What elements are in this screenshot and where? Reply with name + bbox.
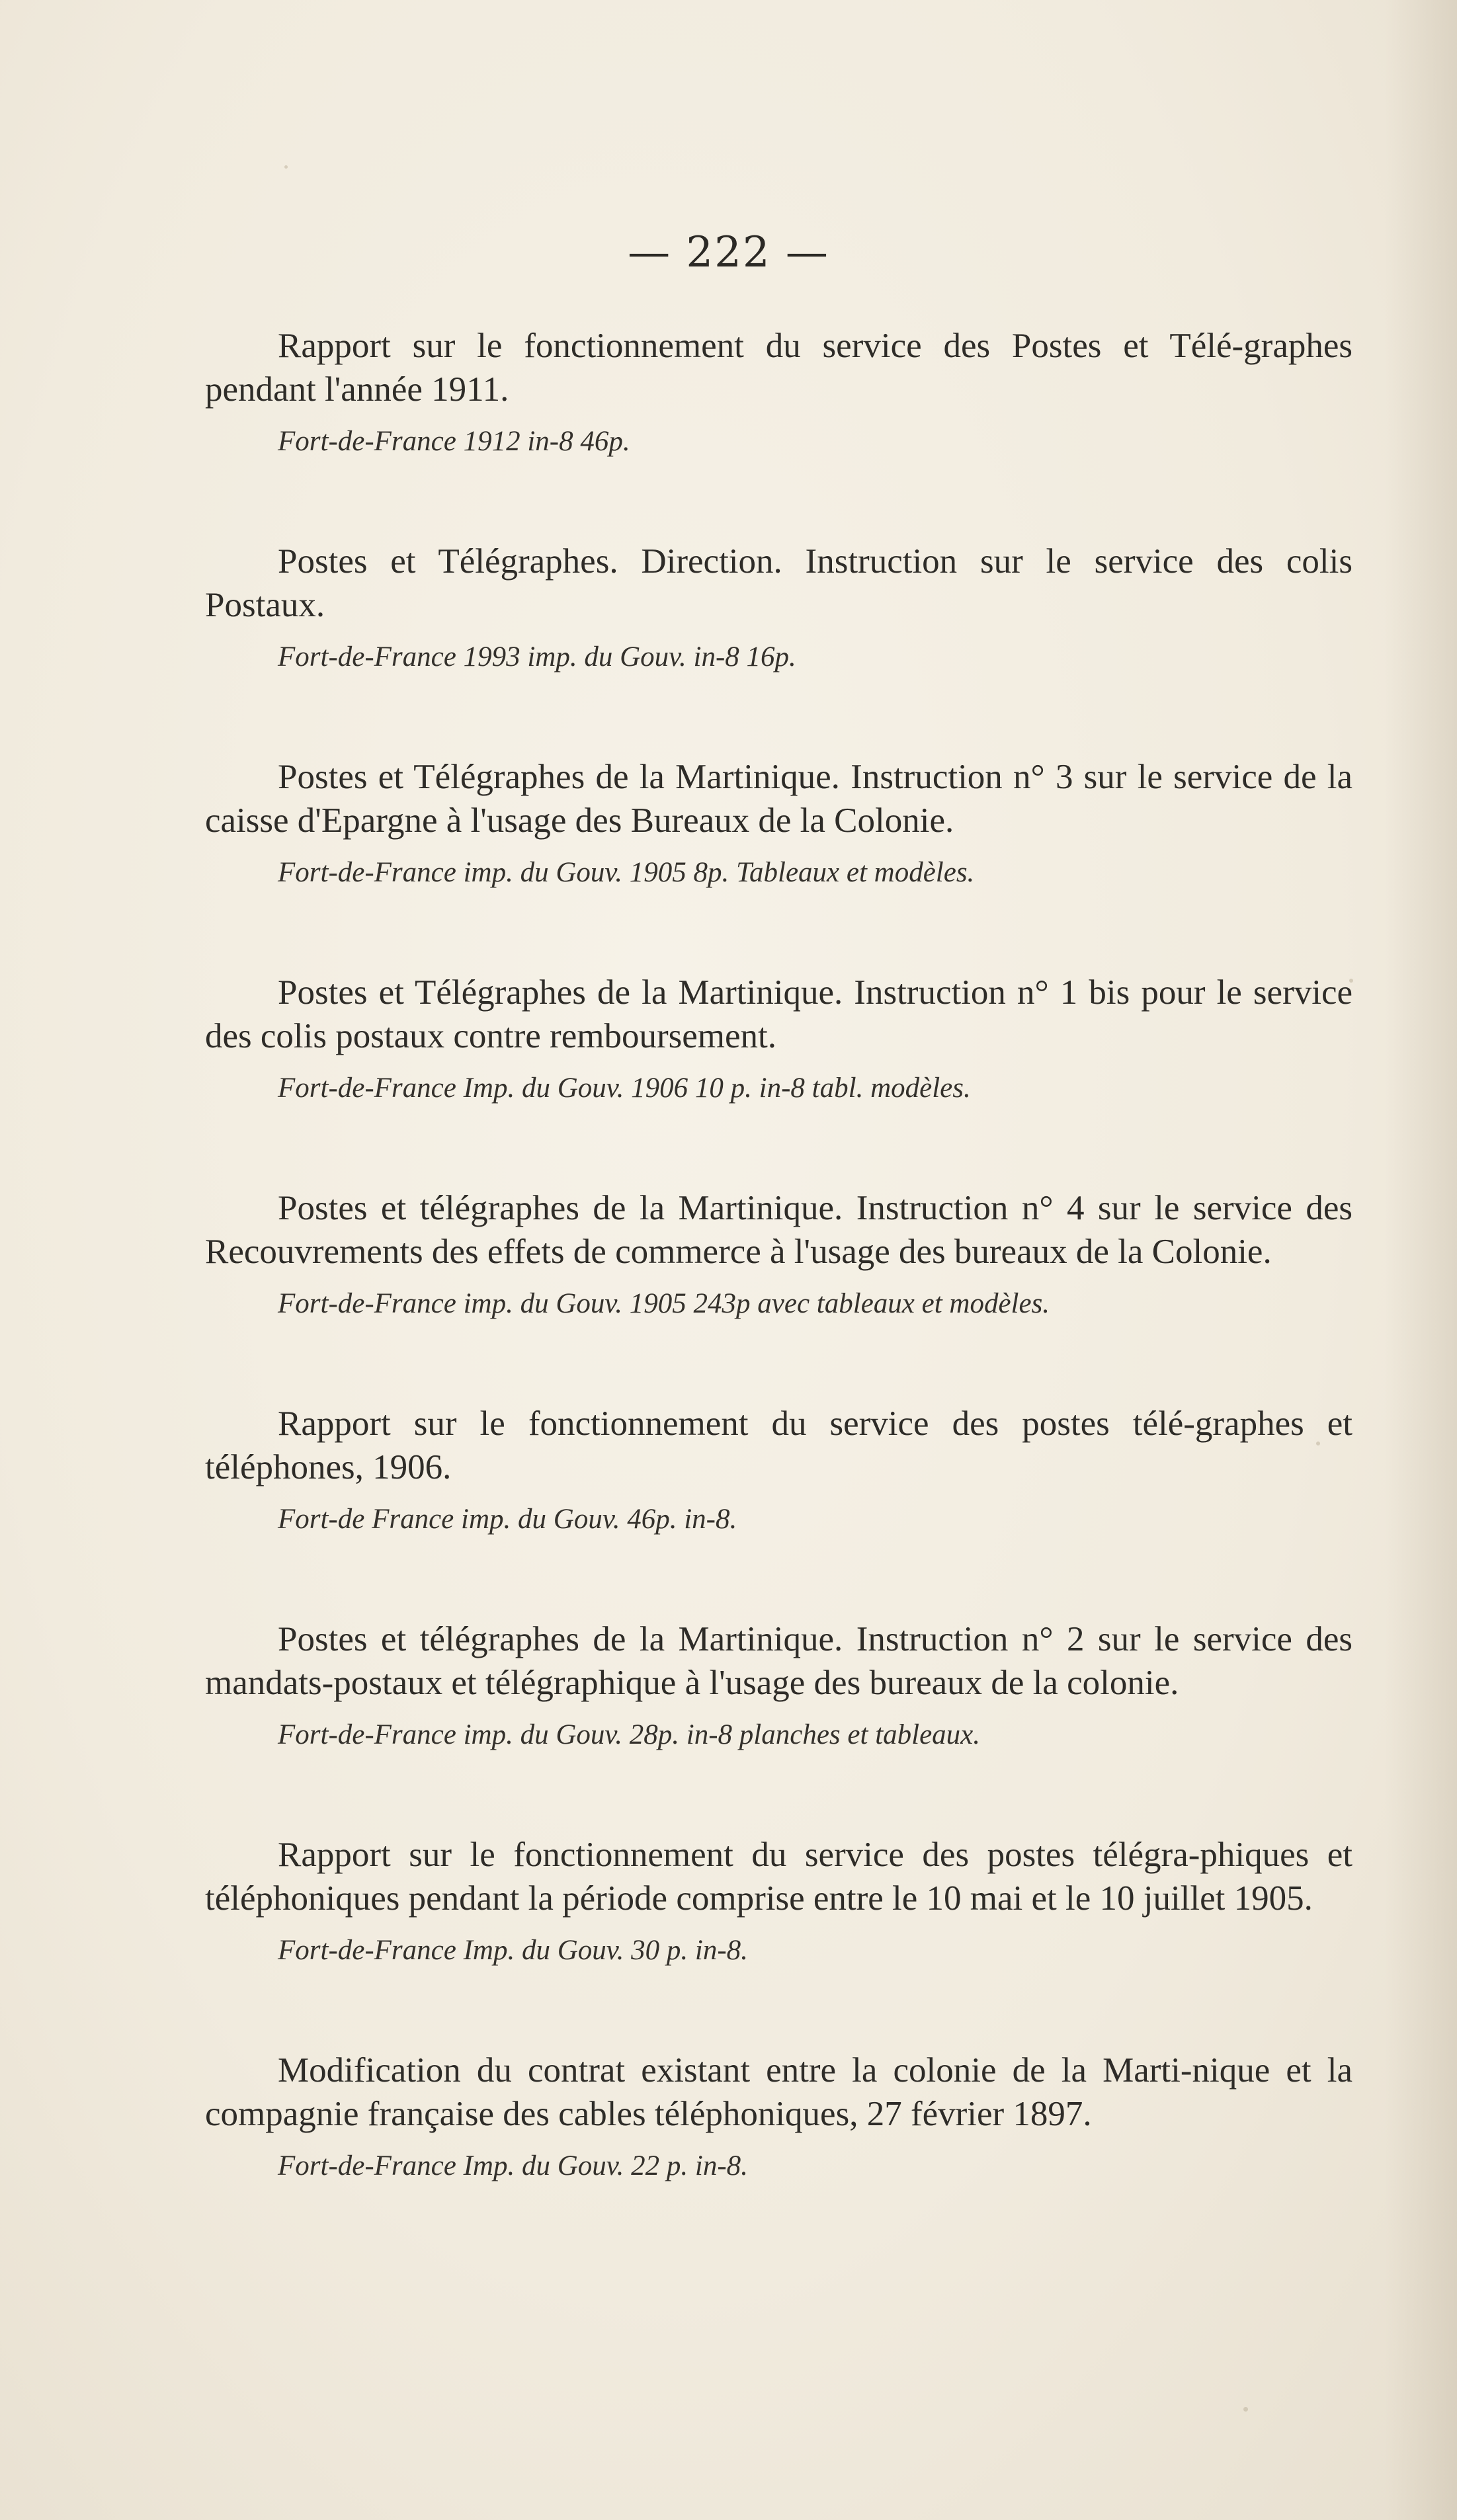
- entry-imprint: Fort-de-France imp. du Gouv. 1905 8p. Tableaux et modèles.: [278, 857, 975, 888]
- entry-title: Postes et Télégraphes de la Martinique. Instruction n° 1 bis pour le service des colis postaux contre remboursement.: [205, 973, 1353, 1055]
- entry-imprint: Fort-de France imp. du Gouv. 46p. in-8.: [278, 1504, 737, 1535]
- entry-imprint: Fort-de-France imp. du Gouv. 1905 243p avec tableaux et modèles.: [278, 1288, 1050, 1319]
- bibliography-entry: [205, 324, 1353, 460]
- entry-imprint: Fort-de-France 1912 in-8 46p.: [278, 426, 630, 457]
- entry-title: Postes et télégraphes de la Martinique. Instruction n° 4 sur le service des Recouvrements des effets de commerce à l'usage des bureaux de la Colonie.: [205, 1189, 1353, 1271]
- bibliography-list: [205, 324, 1353, 2264]
- bibliography-entry: [205, 1617, 1353, 1754]
- entry-title: Postes et télégraphes de la Martinique. Instruction n° 2 sur le service des mandats-postaux et télégraphique à l'usage des bureaux de la colonie.: [205, 1620, 1353, 1702]
- paper-speck: [284, 165, 288, 169]
- entry-title: Rapport sur le fonctionnement du service des Postes et Télé-graphes pendant l'année 1911.: [205, 327, 1353, 409]
- page-number: — 222 —: [628, 228, 829, 277]
- bibliography-entry: [205, 2049, 1353, 2185]
- entry-imprint: Fort-de-France Imp. du Gouv. 30 p. in-8.: [278, 1935, 748, 1966]
- bibliography-entry: [205, 755, 1353, 891]
- bibliography-entry: [205, 1833, 1353, 1969]
- entry-imprint: Fort-de-France 1993 imp. du Gouv. in-8 16p.: [278, 641, 796, 672]
- bibliography-entry: [205, 971, 1353, 1107]
- entry-title: Rapport sur le fonctionnement du service des postes télé-graphes et téléphones, 1906.: [205, 1404, 1353, 1486]
- bibliography-entry: [205, 540, 1353, 676]
- bibliography-entry: [205, 1186, 1353, 1322]
- entry-title: Postes et Télégraphes. Direction. Instruction sur le service des colis Postaux.: [205, 542, 1353, 624]
- entry-imprint: Fort-de-France imp. du Gouv. 28p. in-8 planches et tableaux.: [278, 1719, 981, 1750]
- page-edge-shadow: [1384, 0, 1457, 2520]
- entry-imprint: Fort-de-France Imp. du Gouv. 1906 10 p. in-8 tabl. modèles.: [278, 1073, 971, 1104]
- entry-title: Postes et Télégraphes de la Martinique. Instruction n° 3 sur le service de la caisse d'Epargne à l'usage des Bureaux de la Colonie.: [205, 758, 1353, 840]
- paper-speck: [1243, 2407, 1248, 2412]
- bibliography-entry: [205, 1402, 1353, 1538]
- entry-imprint: Fort-de-France Imp. du Gouv. 22 p. in-8.: [278, 2150, 748, 2181]
- entry-title: Rapport sur le fonctionnement du service des postes télégra-phiques et téléphoniques pendant la période comprise entre le 10 mai et le 10 juillet 1905.: [205, 1836, 1353, 1918]
- entry-title: Modification du contrat existant entre la colonie de la Marti-nique et la compagnie française des cables téléphoniques, 27 février 1897.: [205, 2051, 1353, 2133]
